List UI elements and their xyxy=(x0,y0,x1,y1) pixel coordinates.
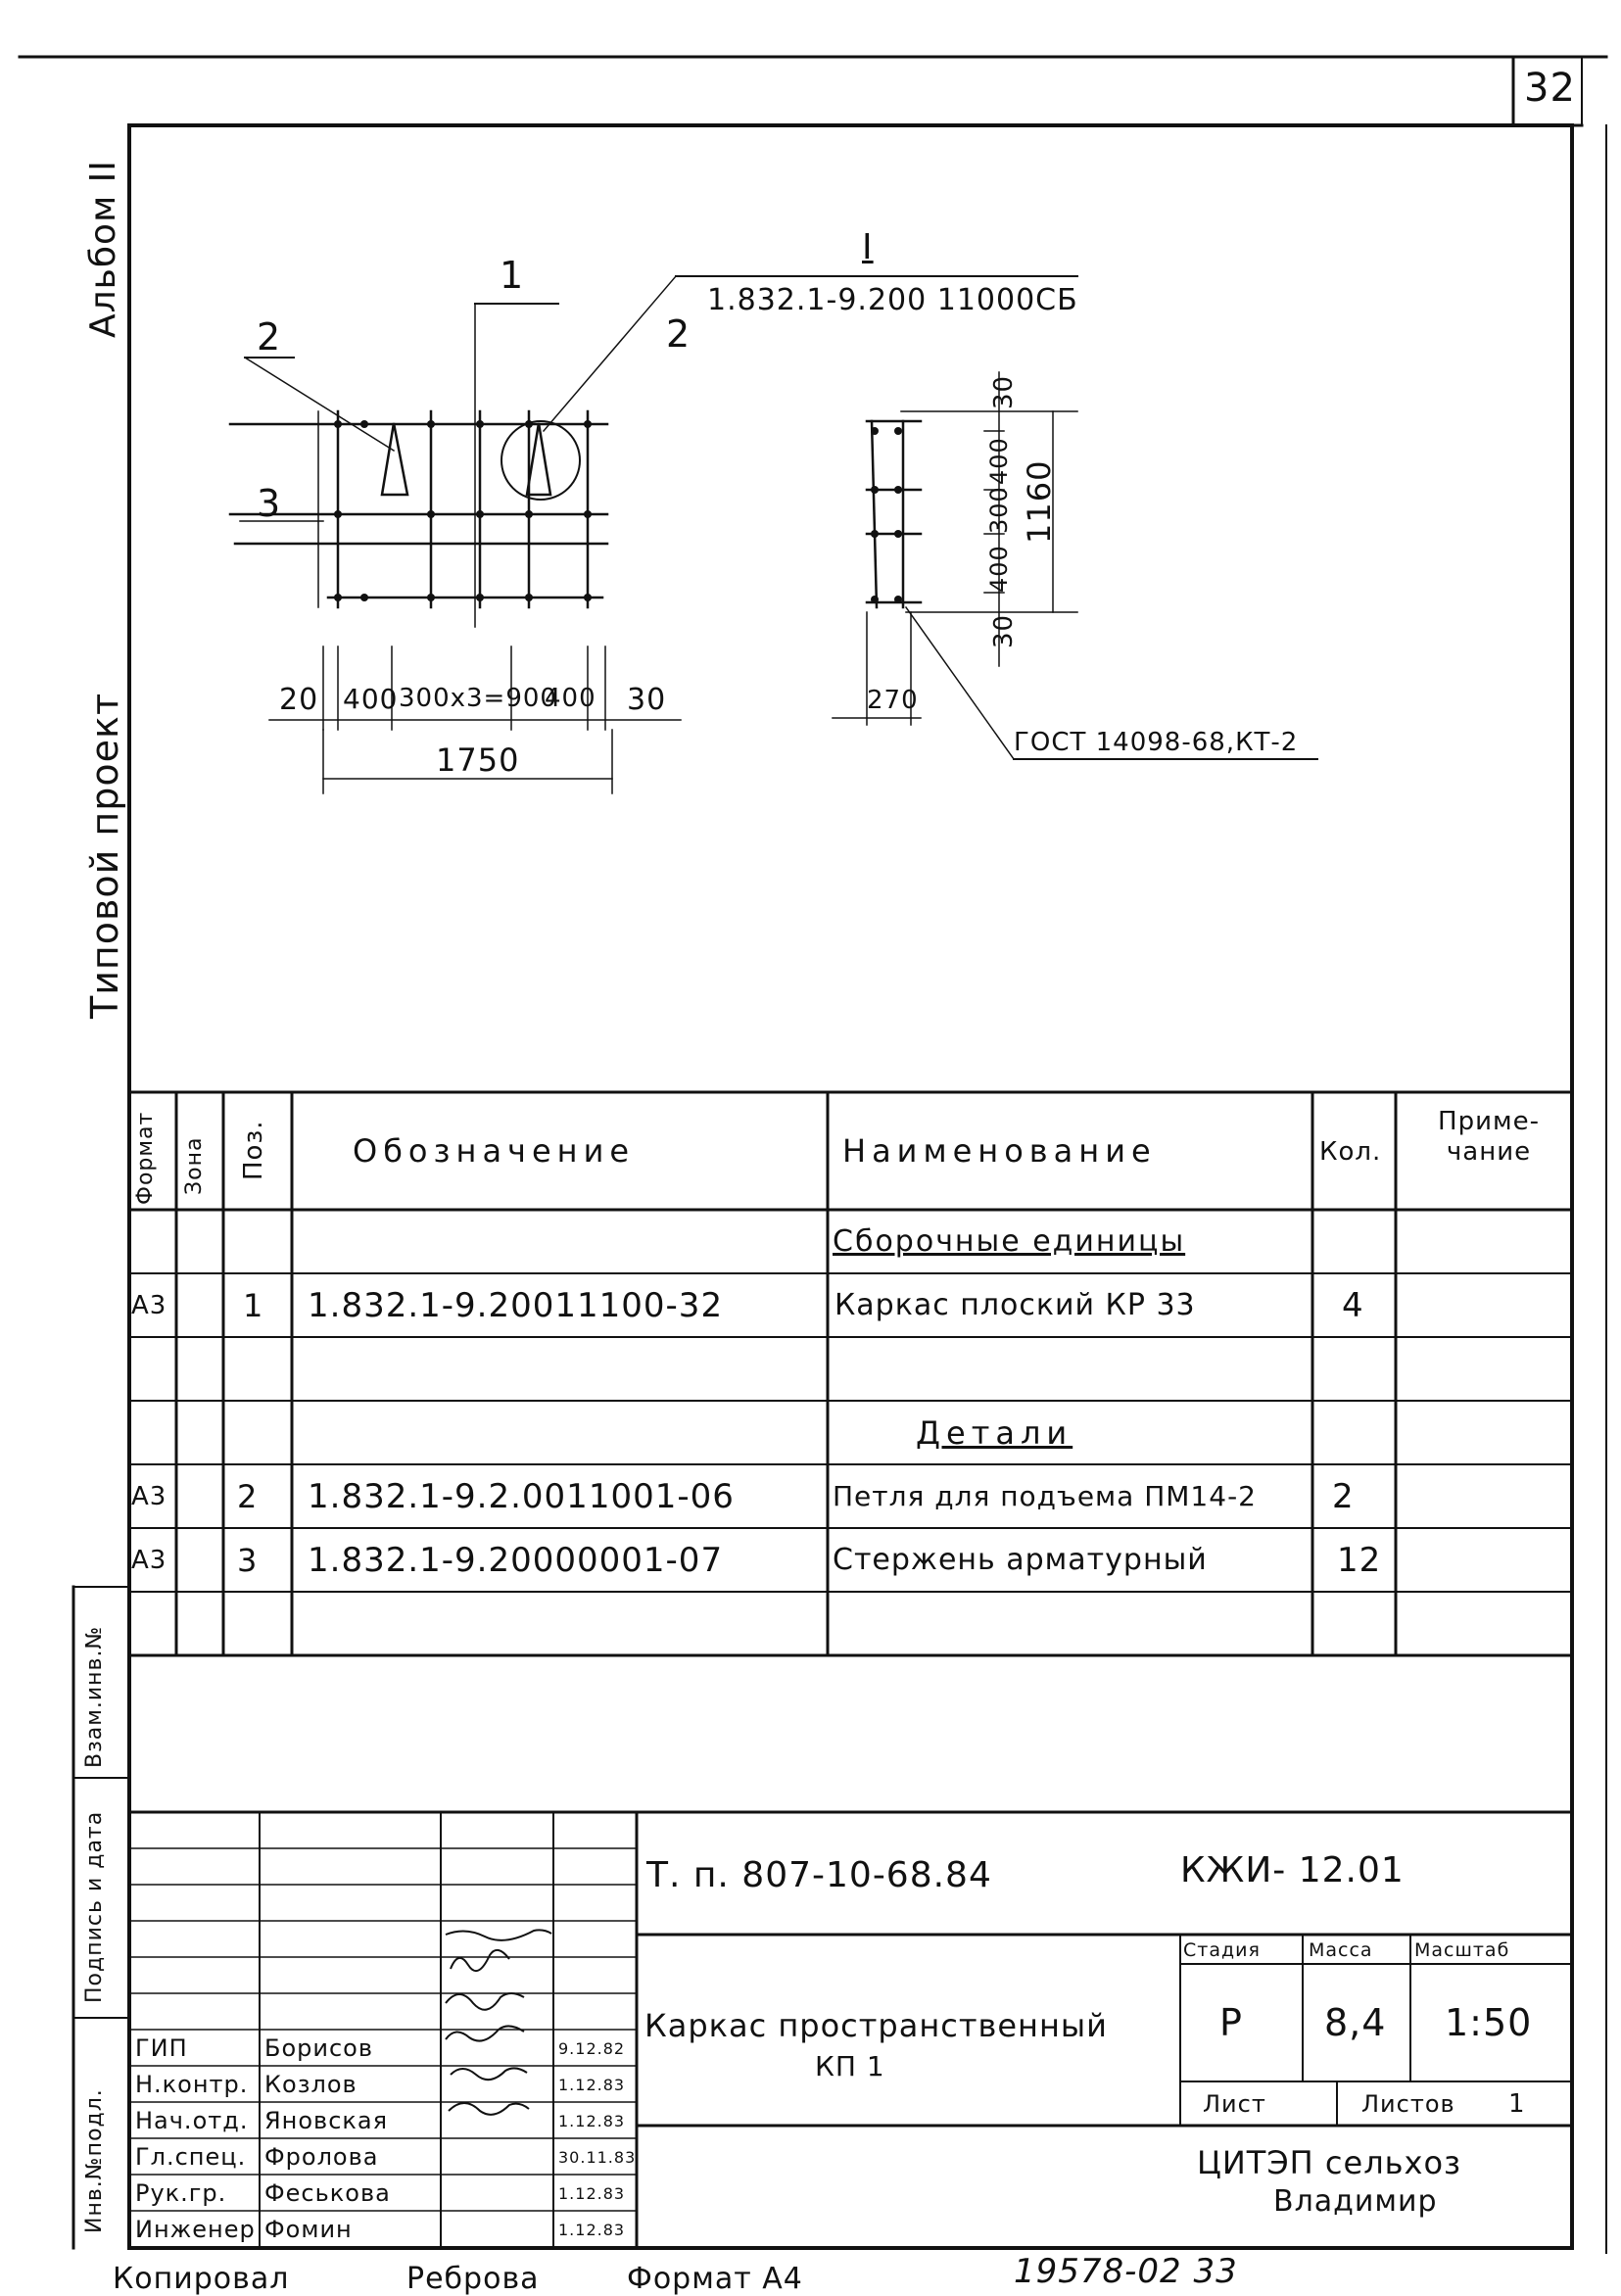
org-line1: ЦИТЭП сельхоз xyxy=(1197,2143,1462,2181)
org-line2: Владимир xyxy=(1273,2184,1438,2219)
header-format: Формат xyxy=(133,1111,158,1205)
row-1-name: Каркас плоский КР 33 xyxy=(834,1287,1196,1322)
sheet-number: 32 xyxy=(1524,66,1576,111)
stamp-inv-orig: Инв.№подл. xyxy=(82,2088,107,2233)
stage-label: Стадия xyxy=(1183,1938,1261,1961)
stage-value: Р xyxy=(1219,2001,1243,2044)
person-name: Фролова xyxy=(264,2143,379,2171)
person-name: Борисов xyxy=(264,2034,374,2062)
row-1-qty: 4 xyxy=(1342,1285,1364,1325)
row-5-name: Стержень арматурный xyxy=(833,1542,1208,1577)
stamp-inv-replace: Взам.инв.№ xyxy=(82,1625,107,1768)
doc-title-line1: Каркас пространственный xyxy=(644,2006,1108,2044)
mass-value: 8,4 xyxy=(1324,2001,1387,2044)
scale-value: 1:50 xyxy=(1445,2001,1533,2044)
row-1-designation: 1.832.1-9.20011100-32 xyxy=(308,1285,724,1325)
person-date: 1.12.83 xyxy=(558,2076,626,2094)
person-role: Н.контр. xyxy=(135,2071,249,2098)
footer-format: Формат А4 xyxy=(627,2262,803,2296)
dim-side-30-top: 30 xyxy=(989,374,1019,409)
sheets-label: Листов xyxy=(1361,2090,1455,2118)
doc-title-line2: КП 1 xyxy=(815,2050,885,2082)
dim-900: 300x3=900 xyxy=(399,684,557,713)
doc-mark: КЖИ- 12.01 xyxy=(1180,1850,1405,1890)
row-4-format: А3 xyxy=(131,1481,167,1511)
row-5-pos: 3 xyxy=(237,1541,259,1579)
person-date: 1.12.83 xyxy=(558,2221,626,2239)
sheets-count: 1 xyxy=(1508,2089,1526,2119)
header-note: Приме- чание xyxy=(1438,1107,1540,1168)
header-pos: Поз. xyxy=(239,1120,268,1180)
scale-label: Масштаб xyxy=(1414,1938,1510,1961)
header-name: Наименование xyxy=(842,1132,1157,1170)
row-3-name: Детали xyxy=(916,1413,1073,1452)
callout-2-right: 2 xyxy=(666,312,691,356)
row-1-format: А3 xyxy=(131,1290,167,1320)
person-name: Козлов xyxy=(264,2071,358,2098)
dim-total: 1750 xyxy=(436,741,520,779)
person-name: Фомин xyxy=(264,2216,353,2243)
person-role: Гл.спец. xyxy=(135,2143,247,2171)
person-date: 1.12.83 xyxy=(558,2112,626,2130)
row-5-format: А3 xyxy=(131,1545,167,1575)
dim-side-300: 300 xyxy=(985,486,1013,534)
callout-1: 1 xyxy=(500,254,525,297)
person-role: ГИП xyxy=(135,2034,188,2062)
row-5-qty: 12 xyxy=(1337,1540,1382,1580)
row-4-designation: 1.832.1-9.2.0011001-06 xyxy=(308,1476,735,1516)
footer-copier: Реброва xyxy=(406,2262,540,2296)
dim-400-left: 400 xyxy=(343,683,399,715)
header-qty: Кол. xyxy=(1319,1137,1382,1167)
dim-20: 20 xyxy=(279,683,319,717)
person-role: Нач.отд. xyxy=(135,2107,249,2134)
footer-copied: Копировал xyxy=(113,2262,290,2296)
dim-side-400-top: 400 xyxy=(985,437,1013,485)
gost-note: ГОСТ 14098-68,КТ-2 xyxy=(1014,728,1299,757)
section-ref: 1.832.1-9.200 11000СБ xyxy=(707,283,1078,317)
row-5-designation: 1.832.1-9.20000001-07 xyxy=(308,1540,724,1580)
callout-3: 3 xyxy=(257,482,282,525)
header-designation: Обозначение xyxy=(353,1132,636,1170)
row-4-name: Петля для подъема ПМ14-2 xyxy=(833,1479,1257,1512)
dim-side-30-bottom: 30 xyxy=(989,613,1019,648)
person-name: Феськова xyxy=(264,2179,391,2207)
row-4-qty: 2 xyxy=(1332,1476,1355,1516)
section-mark: I xyxy=(862,227,874,267)
person-date: 1.12.83 xyxy=(558,2184,626,2203)
dim-side-400-bottom: 400 xyxy=(985,545,1013,593)
person-role: Инженер xyxy=(135,2216,256,2243)
row-4-pos: 2 xyxy=(237,1477,259,1515)
person-role: Рук.гр. xyxy=(135,2179,227,2207)
person-date: 9.12.82 xyxy=(558,2039,626,2058)
sheet-label: Лист xyxy=(1203,2090,1266,2118)
doc-code: Т. п. 807-10-68.84 xyxy=(646,1855,992,1895)
dim-30: 30 xyxy=(627,683,667,717)
stamp-sign-date: Подпись и дата xyxy=(82,1810,107,2003)
person-name: Яновская xyxy=(264,2107,389,2134)
dim-width-270: 270 xyxy=(867,686,919,715)
header-zone: Зона xyxy=(182,1136,207,1195)
row-1-pos: 1 xyxy=(243,1286,264,1324)
album-label: Альбом II xyxy=(83,160,123,338)
callout-2-left: 2 xyxy=(257,315,282,359)
dim-height: 1160 xyxy=(1021,459,1058,544)
footer-handwritten-code: 19578-02 33 xyxy=(1014,2252,1238,2291)
dim-400-right: 400 xyxy=(545,684,596,713)
project-label: Типовой проект xyxy=(83,692,126,1019)
person-date: 30.11.83 xyxy=(558,2148,637,2167)
row-0-name: Сборочные единицы xyxy=(833,1223,1186,1259)
mass-label: Масса xyxy=(1309,1938,1373,1961)
